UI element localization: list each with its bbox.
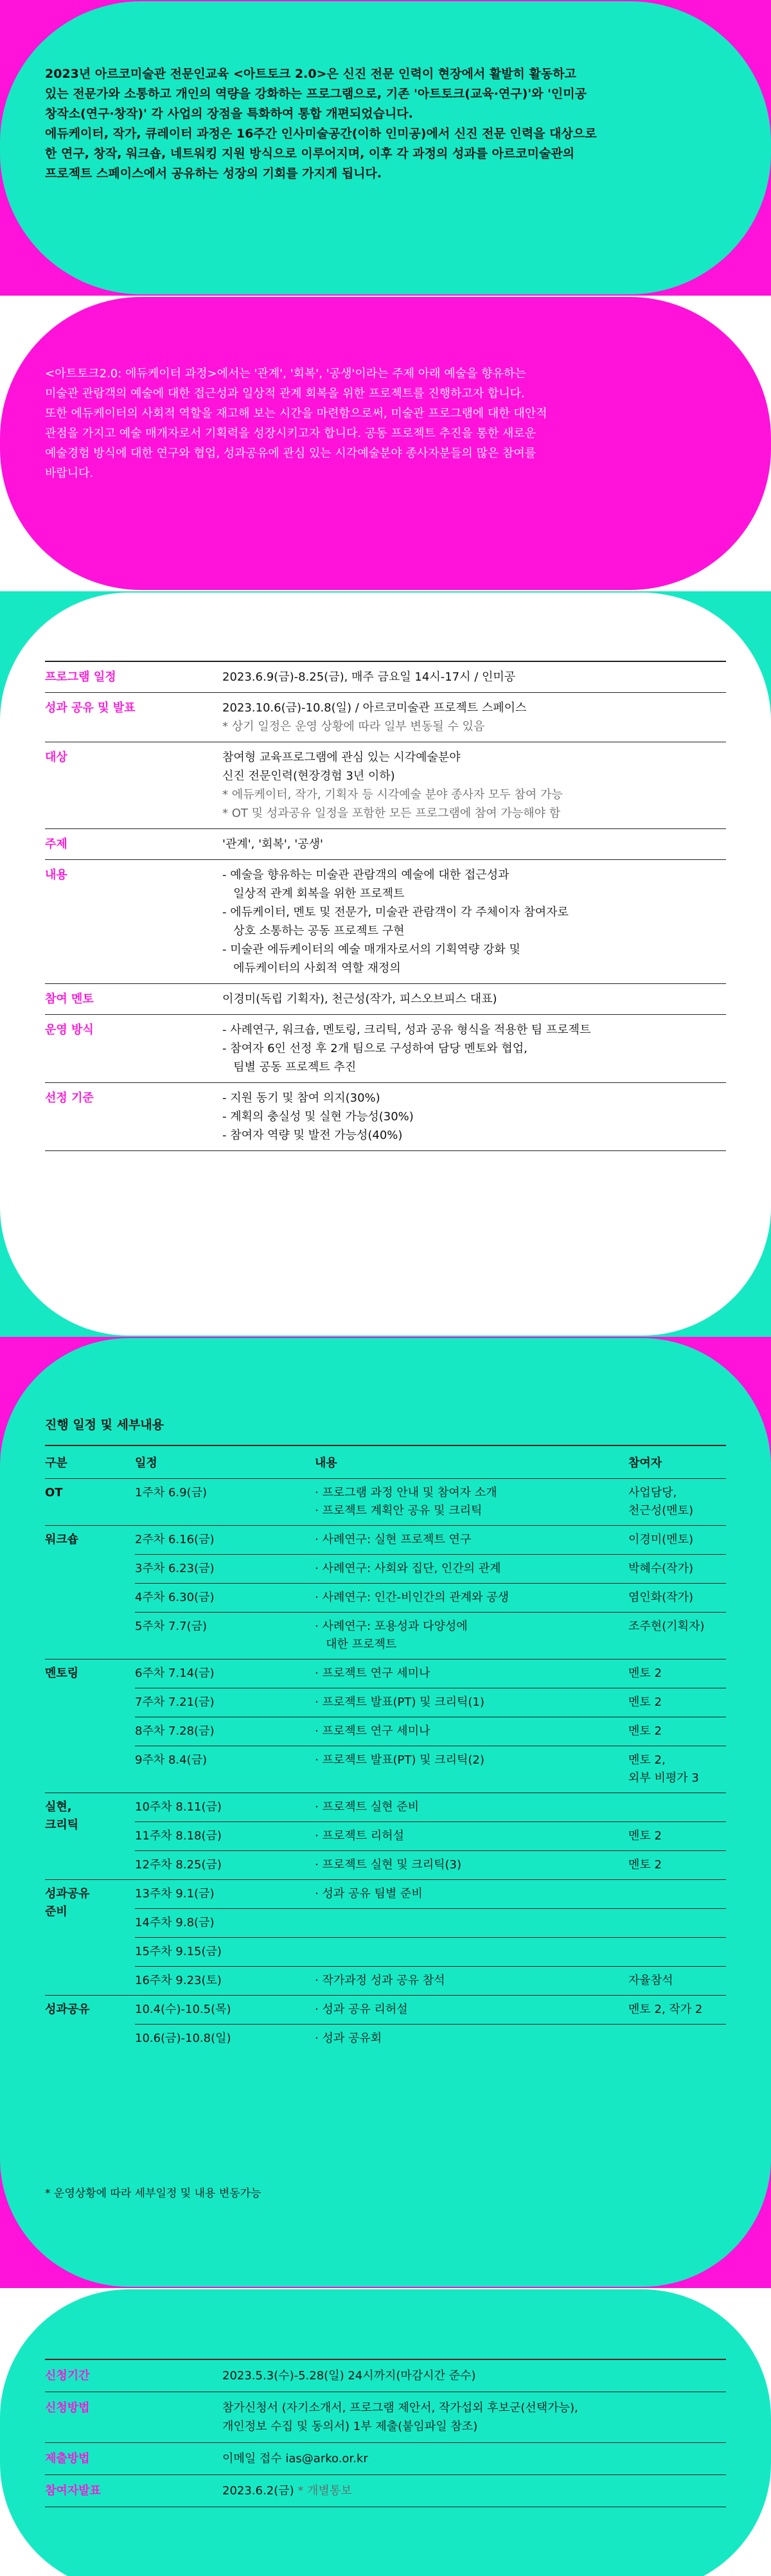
info-line: - 에듀케이터, 멘토 및 전문가, 미술관 관람객이 각 주체이자 참여자로: [222, 906, 569, 919]
schedule-row: [45, 1717, 726, 1746]
schedule-content: [315, 2025, 628, 2053]
schedule-participant: [628, 1688, 726, 1717]
schedule-date: 15주차 9.15(금): [135, 1938, 315, 1967]
schedule-row: [45, 1967, 726, 1996]
info-line: 팀별 공동 프로젝트 추진: [222, 1060, 357, 1074]
info-row: [45, 1015, 726, 1083]
info-line: 일상적 관계 회복을 위한 프로젝트: [222, 887, 405, 900]
schedule-content-line: · 사례연구: 사회와 집단, 인간의 관계: [315, 1562, 501, 1575]
schedule-participant-line: 천근성(멘토): [628, 1504, 693, 1517]
schedule-date: 9주차 8.4(금): [135, 1746, 315, 1793]
schedule-participant: [628, 1526, 726, 1555]
schedule-date: 12주차 8.25(금): [135, 1851, 315, 1880]
apply-label: 참여자발표: [45, 2475, 222, 2507]
schedule-date: 10주차 8.11(금): [135, 1793, 315, 1822]
info-note: * 에듀케이터, 작가, 기획자 등 시각예술 분야 종사자 모두 참여 가능: [222, 788, 563, 801]
schedule-participant: [628, 1613, 726, 1659]
schedule-participant: [628, 1967, 726, 1996]
info-row: [45, 693, 726, 742]
schedule-category: [45, 1996, 135, 2053]
schedule-row: [45, 1584, 726, 1613]
apply-line: 2023.5.3(수)-5.28(일) 24시까지(마감시간 준수): [222, 2369, 476, 2383]
schedule-category: [45, 1880, 135, 1996]
apply-row: [45, 2475, 726, 2507]
schedule-row: [45, 1659, 726, 1688]
schedule-content-line: · 작가과정 성과 공유 참석: [315, 1974, 445, 1987]
info-value: [222, 1015, 726, 1083]
schedule-content: [315, 1996, 628, 2025]
schedule-participant: [628, 1479, 726, 1526]
schedule-content: [315, 1793, 628, 1822]
schedule-participant-line: 멘토 2: [628, 1724, 662, 1738]
schedule-content-line: · 프로젝트 리허설: [315, 1829, 404, 1843]
schedule-category: [45, 1659, 135, 1793]
apply-value: [222, 2359, 726, 2392]
schedule-content: [315, 1851, 628, 1880]
info-line: 에듀케이터의 사회적 역할 재정의: [222, 962, 401, 975]
schedule-date: 3주차 6.23(금): [135, 1555, 315, 1584]
intro-line: 있는 전문가와 소통하고 개인의 역량을 강화하는 프로그램으로, 기존 '아트토크(교육·연구)'와 '인미공: [45, 87, 587, 101]
schedule-header-participant: 참여자: [628, 1445, 726, 1479]
schedule-participant-line: 멘토 2,: [628, 1753, 666, 1767]
schedule-participant: [628, 1659, 726, 1688]
info-row: [45, 860, 726, 984]
schedule-category-line: 성과공유: [45, 1887, 90, 1901]
info-note: * 상기 일정은 운영 상황에 따라 일부 변동될 수 있음: [222, 720, 485, 733]
schedule-content-line: · 성과 공유회: [315, 2032, 382, 2045]
schedule-content-line: · 프로그램 과정 안내 및 참여자 소개: [315, 1486, 497, 1499]
schedule-content: [315, 1613, 628, 1659]
intro-line: 2023년 아르코미술관 전문인교육 <아트토크 2.0>은 신진 전문 인력이 현장에서 활발히 활동하고: [45, 67, 576, 81]
info-line: - 지원 동기 및 참여 의지(30%): [222, 1091, 380, 1105]
schedule-content-line: · 프로젝트 발표(PT) 및 크리틱(2): [315, 1753, 484, 1767]
schedule-category-line: 성과공유: [45, 2003, 90, 2016]
schedule-row: [45, 1909, 726, 1938]
info-row: [45, 661, 726, 693]
schedule-participant-line: 멘토 2: [628, 1695, 662, 1709]
apply-value: [222, 2392, 726, 2443]
info-line: - 참여자 6인 선정 후 2개 팀으로 구성하여 담당 멘토와 협업,: [222, 1042, 527, 1055]
apply-row: [45, 2359, 726, 2392]
schedule-table: [45, 1445, 726, 2053]
schedule-date: 2주차 6.16(금): [135, 1526, 315, 1555]
theme-line: 관점을 가지고 예술 매개자로서 기획력을 성장시키고자 합니다. 공동 프로젝트 추진을 통한 새로운: [45, 427, 536, 440]
schedule-content: [315, 1967, 628, 1996]
schedule-content-line: · 성과 공유 리허설: [315, 2003, 408, 2016]
schedule-row: [45, 1938, 726, 1967]
theme-paragraph: [45, 364, 713, 483]
info-line: 참여형 교육프로그램에 관심 있는 시각예술분야: [222, 751, 461, 764]
schedule-category-line: 크리틱: [45, 1818, 79, 1832]
info-line: - 참여자 역량 및 발전 가능성(40%): [222, 1129, 403, 1142]
schedule-date: 16주차 9.23(토): [135, 1967, 315, 1996]
schedule-content-line: · 프로젝트 계획안 공유 및 크리틱: [315, 1504, 483, 1517]
schedule-category: [45, 1793, 135, 1880]
intro-line: 프로젝트 스페이스에서 공유하는 성장의 기회를 가지게 됩니다.: [45, 166, 382, 181]
theme-band: [0, 296, 771, 591]
apply-band: [0, 2288, 771, 2576]
schedule-participant: [628, 1996, 726, 2025]
schedule-date: 10.6(금)-10.8(일): [135, 2025, 315, 2053]
apply-note: * 개별통보: [294, 2484, 352, 2498]
schedule-participant-line: 외부 비평가 3: [628, 1771, 699, 1785]
schedule-participant: [628, 1584, 726, 1613]
schedule-content: [315, 1688, 628, 1717]
info-label: 프로그램 일정: [45, 661, 222, 693]
schedule-participant-line: 박혜수(작가): [628, 1562, 693, 1575]
schedule-row: [45, 1479, 726, 1526]
apply-label: 제출방법: [45, 2443, 222, 2475]
schedule-content: [315, 1938, 628, 1967]
schedule-participant: [628, 1851, 726, 1880]
schedule-content: [315, 1909, 628, 1938]
schedule-header-date: 일정: [135, 1445, 315, 1479]
schedule-date: 6주차 7.14(금): [135, 1659, 315, 1688]
schedule-content: [315, 1555, 628, 1584]
schedule-category-line: 준비: [45, 1905, 67, 1919]
info-line: - 계획의 충실성 및 실현 가능성(30%): [222, 1110, 414, 1123]
schedule-date: 10.4(수)-10.5(목): [135, 1996, 315, 2025]
schedule-content-line: · 프로젝트 실현 준비: [315, 1800, 419, 1814]
schedule-content-line: · 사례연구: 실현 프로젝트 연구: [315, 1533, 472, 1546]
schedule-row: [45, 1526, 726, 1555]
schedule-date: 4주차 6.30(금): [135, 1584, 315, 1613]
info-line: 신진 전문인력(현장경험 3년 이하): [222, 769, 395, 783]
schedule-content: [315, 1880, 628, 1909]
intro-line: 창작소(연구·창작)' 각 사업의 장점을 특화하여 통합 개편되었습니다.: [45, 107, 413, 121]
schedule-content-line: · 프로젝트 실현 및 크리틱(3): [315, 1858, 461, 1872]
schedule-participant-line: 사업담당,: [628, 1486, 677, 1499]
intro-band: [0, 0, 771, 296]
info-row: [45, 742, 726, 829]
info-line: 2023.6.9(금)-8.25(금), 매주 금요일 14시-17시 / 인미공: [222, 670, 516, 684]
info-row: [45, 984, 726, 1015]
apply-line: 이메일 접수 ias@arko.or.kr: [222, 2452, 368, 2465]
theme-line: 예술경험 방식에 대한 연구와 협업, 성과공유에 관심 있는 시각예술분야 종사자분들의 많은 참여를: [45, 447, 536, 460]
schedule-date: 14주차 9.8(금): [135, 1909, 315, 1938]
schedule-date: 5주차 7.7(금): [135, 1613, 315, 1659]
schedule-participant-line: 이경미(멘토): [628, 1533, 693, 1546]
schedule-row: [45, 1822, 726, 1851]
schedule-date: 13주차 9.1(금): [135, 1880, 315, 1909]
schedule-participant: [628, 1880, 726, 1909]
schedule-participant-line: 조주현(기획자): [628, 1620, 705, 1633]
schedule-participant: [628, 1746, 726, 1793]
schedule-title: 진행 일정 및 세부내용: [45, 1418, 164, 1432]
apply-label: 신청기간: [45, 2359, 222, 2392]
schedule-participant-line: 멘토 2: [628, 1829, 662, 1843]
apply-value: [222, 2475, 726, 2507]
schedule-participant: [628, 1938, 726, 1967]
intro-line: 한 연구, 창작, 워크숍, 네트워킹 지원 방식으로 이루어지며, 이후 각 과정의 성과를 아르코미술관의: [45, 147, 575, 161]
schedule-content: [315, 1584, 628, 1613]
info-note: * OT 및 성과공유 일정을 포함한 모든 프로그램에 참여 가능해야 함: [222, 807, 561, 820]
schedule-header-category: 구분: [45, 1445, 135, 1479]
schedule-content-line: · 프로젝트 연구 세미나: [315, 1667, 430, 1680]
schedule-category-line: 멘토링: [45, 1667, 79, 1680]
info-value: [222, 693, 726, 742]
schedule-content-line: · 프로젝트 연구 세미나: [315, 1724, 430, 1738]
schedule-row: [45, 1688, 726, 1717]
schedule-category: [45, 1526, 135, 1659]
info-label: 운영 방식: [45, 1015, 222, 1083]
schedule-row: [45, 1793, 726, 1822]
schedule-header-content: 내용: [315, 1445, 628, 1479]
schedule-date: 8주차 7.28(금): [135, 1717, 315, 1746]
apply-row: [45, 2443, 726, 2475]
schedule-participant-line: 멘토 2: [628, 1858, 662, 1872]
apply-label: 신청방법: [45, 2392, 222, 2443]
schedule-header-row: [45, 1445, 726, 1479]
schedule-content: [315, 1717, 628, 1746]
schedule-participant-line: 멘토 2: [628, 1667, 662, 1680]
apply-value: [222, 2443, 726, 2475]
info-value: [222, 860, 726, 984]
schedule-content: [315, 1479, 628, 1526]
schedule-content: [315, 1659, 628, 1688]
info-label: 선정 기준: [45, 1083, 222, 1151]
schedule-row: [45, 1880, 726, 1909]
schedule-content-line: · 사례연구: 포용성과 다양성에: [315, 1620, 468, 1633]
schedule-row: [45, 1555, 726, 1584]
info-label: 내용: [45, 860, 222, 984]
info-line: 이경미(독립 기획자), 천근성(작가, 피스오브피스 대표): [222, 992, 497, 1006]
schedule-participant-line: 자율참석: [628, 1974, 673, 1987]
schedule-row: [45, 2025, 726, 2053]
apply-table: [45, 2359, 726, 2507]
theme-line: 미술관 관람객의 예술에 대한 접근성과 일상적 관계 회복을 위한 프로젝트를 진행하고자 합니다.: [45, 387, 525, 400]
schedule-content-line: · 사례연구: 인간-비인간의 관계와 공생: [315, 1591, 509, 1604]
info-row: [45, 829, 726, 860]
schedule-participant: [628, 1822, 726, 1851]
theme-line: <아트토크2.0: 에듀케이터 과정>에서는 '관계', '회복', '공생'이라는 주제 아래 예술을 향유하는: [45, 367, 526, 380]
schedule-category-line: 실현,: [45, 1800, 72, 1814]
apply-row: [45, 2392, 726, 2443]
schedule-category-line: OT: [45, 1486, 63, 1499]
schedule-participant: [628, 1793, 726, 1822]
info-value: [222, 984, 726, 1015]
apply-line: 2023.6.2(금) * 개별통보: [222, 2484, 352, 2498]
info-value: [222, 829, 726, 860]
schedule-category: [45, 1479, 135, 1526]
schedule-participant-line: 멘토 2, 작가 2: [628, 2003, 703, 2016]
info-label: 대상: [45, 742, 222, 829]
schedule-date: 11주차 8.18(금): [135, 1822, 315, 1851]
intro-line: 에듀케이터, 작가, 큐레이터 과정은 16주간 인사미술공간(이하 인미공)에서 신진 전문 인력을 대상으로: [45, 127, 597, 141]
info-row: [45, 1083, 726, 1151]
apply-line: 참가신청서 (자기소개서, 프로그램 제안서, 작가섭외 후보군(선택가능),: [222, 2401, 578, 2415]
info-line: 2023.10.6(금)-10.8(일) / 아르코미술관 프로젝트 스페이스: [222, 701, 527, 715]
info-line: 상호 소통하는 공동 프로젝트 구현: [222, 924, 405, 938]
schedule-participant-line: 염인화(작가): [628, 1591, 693, 1604]
info-line: '관계', '회복', '공생': [222, 837, 323, 851]
schedule-content: [315, 1822, 628, 1851]
schedule-content-line: · 프로젝트 발표(PT) 및 크리틱(1): [315, 1695, 484, 1709]
schedule-content: [315, 1526, 628, 1555]
theme-line: 또한 에듀케이터의 사회적 역할을 재고해 보는 시간을 마련함으로써, 미술관 프로그램에 대한 대안적: [45, 407, 547, 420]
info-line: - 예술을 향유하는 미술관 관람객의 예술에 대한 접근성과: [222, 868, 510, 882]
program-info-band: [0, 591, 771, 1337]
theme-line: 바랍니다.: [45, 467, 94, 480]
info-label: 참여 멘토: [45, 984, 222, 1015]
schedule-participant: [628, 1717, 726, 1746]
info-label: 성과 공유 및 발표: [45, 693, 222, 742]
schedule-content: [315, 1746, 628, 1793]
schedule-row: [45, 1851, 726, 1880]
info-value: [222, 742, 726, 829]
schedule-row: [45, 1996, 726, 2025]
schedule-content-line: · 성과 공유 팀별 준비: [315, 1887, 423, 1901]
schedule-participant: [628, 1909, 726, 1938]
program-info-table: [45, 661, 726, 1151]
schedule-participant: [628, 1555, 726, 1584]
schedule-date: 7주차 7.21(금): [135, 1688, 315, 1717]
info-label: 주제: [45, 829, 222, 860]
schedule-row: [45, 1746, 726, 1793]
schedule-note: * 운영상황에 따라 세부일정 및 내용 변동가능: [45, 2187, 261, 2200]
schedule-category-line: 워크숍: [45, 1533, 79, 1546]
schedule-row: [45, 1613, 726, 1659]
apply-line: 개인정보 수집 및 동의서) 1부 제출(붙임파일 참조): [222, 2420, 478, 2433]
schedule-participant: [628, 2025, 726, 2053]
info-value: [222, 1083, 726, 1151]
info-line: - 사례연구, 워크숍, 멘토링, 크리틱, 성과 공유 형식을 적용한 팀 프로젝트: [222, 1023, 591, 1037]
intro-paragraph: [45, 64, 713, 184]
schedule-band: [0, 1337, 771, 2288]
schedule-date: 1주차 6.9(금): [135, 1479, 315, 1526]
schedule-content-line: 대한 프로젝트: [315, 1638, 397, 1651]
info-line: - 미술관 에듀케이터의 예술 매개자로서의 기획역량 강화 및: [222, 943, 520, 956]
info-value: [222, 661, 726, 693]
